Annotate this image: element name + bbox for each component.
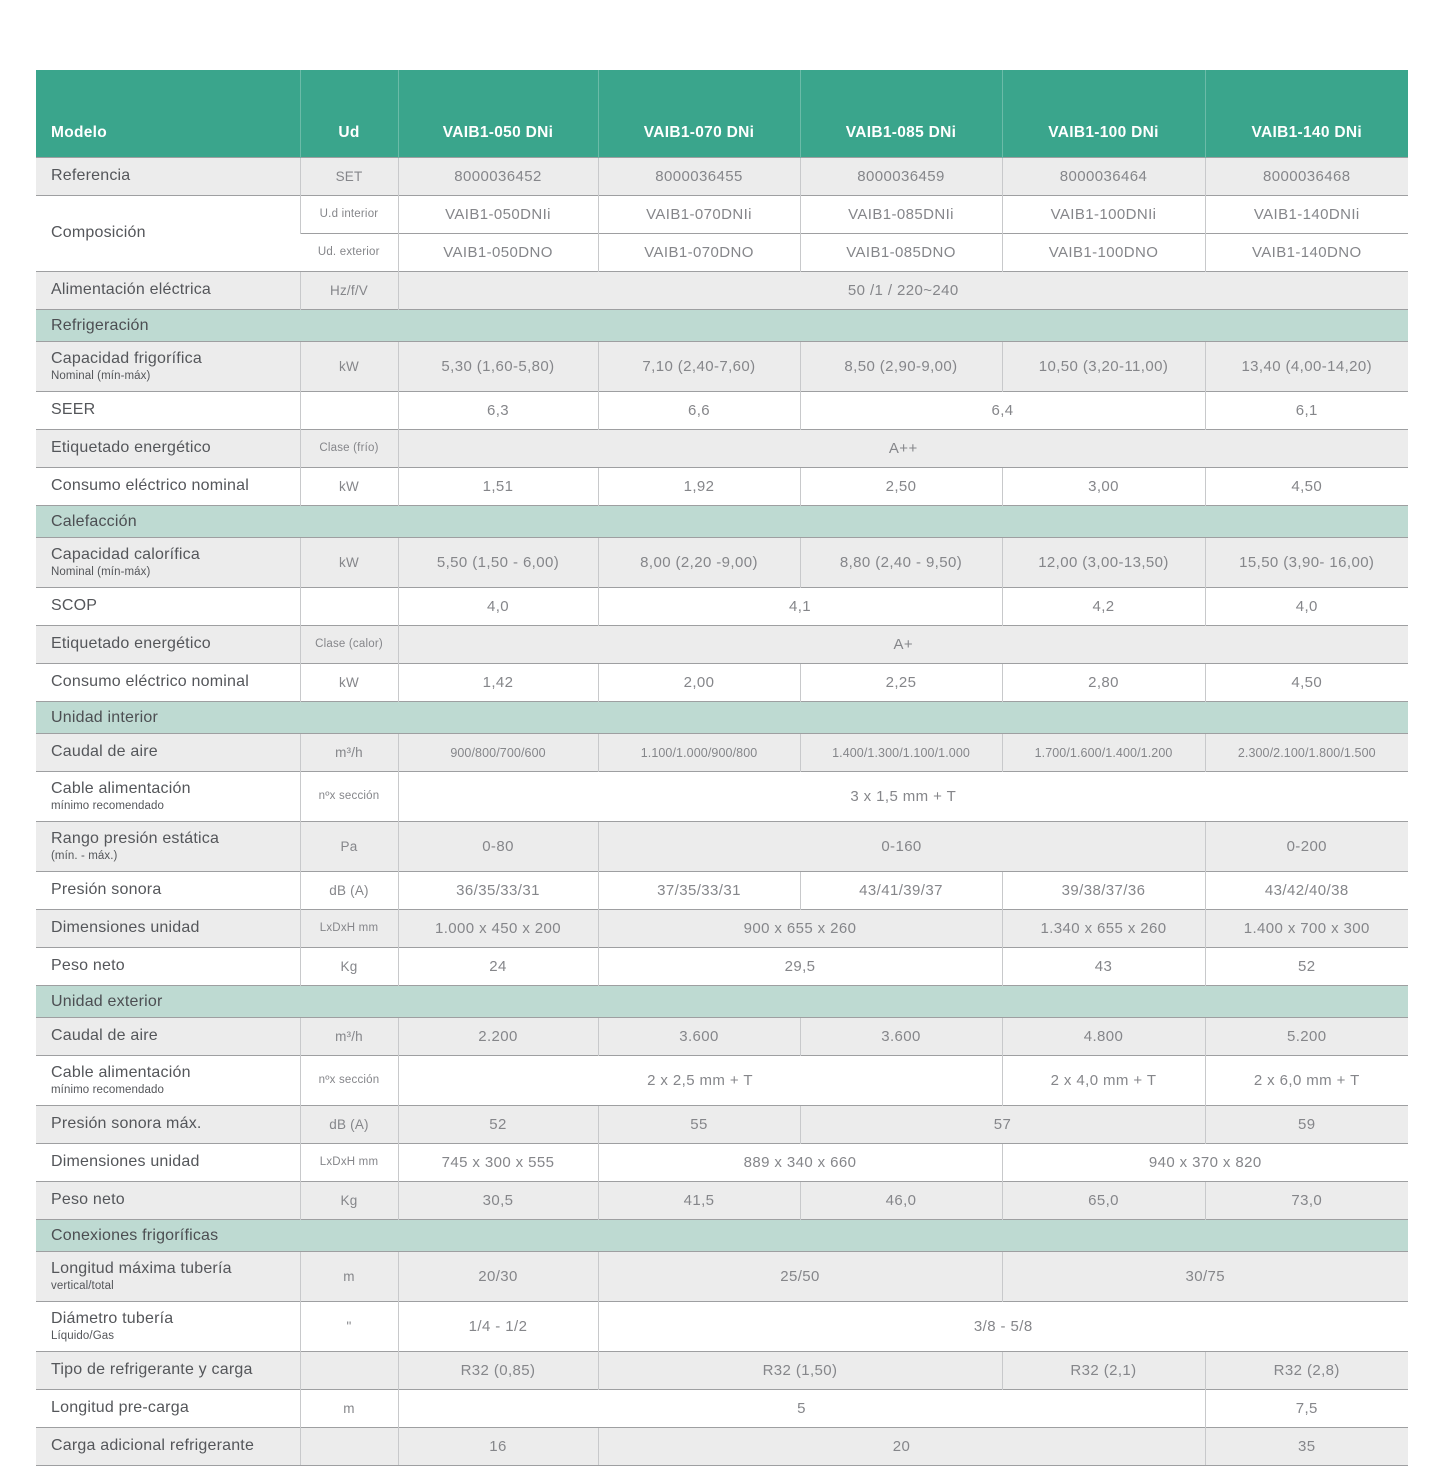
- cell: 43: [1002, 948, 1205, 986]
- cell: R32 (0,85): [398, 1352, 598, 1390]
- cell: 52: [398, 1106, 598, 1144]
- table-row: [36, 1428, 1408, 1466]
- table-row: [36, 588, 1408, 626]
- cell: 30/75: [1002, 1252, 1408, 1302]
- cell: A++: [398, 430, 1408, 468]
- row-label: [36, 392, 300, 430]
- row-label: [36, 1018, 300, 1056]
- table-row: [36, 1106, 1408, 1144]
- cell: 39/38/37/36: [1002, 872, 1205, 910]
- cell: 4,1: [598, 588, 1002, 626]
- cell: 43/41/39/37: [800, 872, 1002, 910]
- row-label-text: Consumo eléctrico nominal: [51, 673, 249, 691]
- row-label-text: Cable alimentación: [51, 780, 191, 798]
- section-row: [36, 310, 1408, 342]
- table-row: [36, 626, 1408, 664]
- row-label-text: Capacidad frigorífica: [51, 350, 202, 368]
- cell: 6,4: [800, 392, 1205, 430]
- row-unit: Ud. exterior: [300, 234, 398, 272]
- row-label: [36, 1352, 300, 1390]
- row-label: [36, 1144, 300, 1182]
- cell: 2,00: [598, 664, 800, 702]
- cell: VAIB1-050DNO: [398, 234, 598, 272]
- row-label-text: Longitud pre-carga: [51, 1399, 189, 1417]
- cell: 1.400/1.300/1.100/1.000: [800, 734, 1002, 772]
- row-label-text: Longitud máxima tubería: [51, 1260, 232, 1278]
- row-label-text: Dimensiones unidad: [51, 919, 200, 937]
- cell: 900/800/700/600: [398, 734, 598, 772]
- row-label: [36, 468, 300, 506]
- cell: 8,00 (2,20 -9,00): [598, 538, 800, 588]
- cell: 24: [398, 948, 598, 986]
- section-row: [36, 1220, 1408, 1252]
- row-unit: [300, 588, 398, 626]
- row-label: [36, 1302, 300, 1352]
- row-sublabel: mínimo recomendado: [51, 799, 165, 812]
- spec-sheet: [36, 70, 1408, 1466]
- cell: 8,80 (2,40 - 9,50): [800, 538, 1002, 588]
- row-label: [36, 948, 300, 986]
- cell: 4,50: [1205, 664, 1408, 702]
- table-row: [36, 430, 1408, 468]
- cell: 1.700/1.600/1.400/1.200: [1002, 734, 1205, 772]
- row-unit: m: [300, 1390, 398, 1428]
- cell: 3,00: [1002, 468, 1205, 506]
- table-row: [36, 1144, 1408, 1182]
- cell: 5.200: [1205, 1018, 1408, 1056]
- row-label: [36, 1252, 300, 1302]
- cell: 16: [398, 1428, 598, 1466]
- cell: 940 x 370 x 820: [1002, 1144, 1408, 1182]
- row-unit: ": [300, 1302, 398, 1352]
- table-row: [36, 1056, 1408, 1106]
- cell: 1.000 x 450 x 200: [398, 910, 598, 948]
- row-unit: U.d interior: [300, 196, 398, 234]
- cell: 1,42: [398, 664, 598, 702]
- row-label-text: Cable alimentación: [51, 1064, 191, 1082]
- cell: 20/30: [398, 1252, 598, 1302]
- cell: 46,0: [800, 1182, 1002, 1220]
- row-unit: m³/h: [300, 1018, 398, 1056]
- row-sublabel: Nominal (mín-máx): [51, 369, 151, 382]
- cell: 1/4 - 1/2: [398, 1302, 598, 1352]
- row-label: [36, 822, 300, 872]
- table-row: [36, 1302, 1408, 1352]
- row-label-text: Composición: [51, 224, 146, 242]
- row-label-text: Consumo eléctrico nominal: [51, 477, 249, 495]
- row-label: [36, 196, 300, 272]
- cell: 4.800: [1002, 1018, 1205, 1056]
- row-unit: kW: [300, 664, 398, 702]
- row-unit: Clase (calor): [300, 626, 398, 664]
- row-sublabel: Líquido/Gas: [51, 1329, 115, 1342]
- cell: 6,3: [398, 392, 598, 430]
- cell: 745 x 300 x 555: [398, 1144, 598, 1182]
- cell: 0-80: [398, 822, 598, 872]
- row-label: [36, 1428, 300, 1466]
- column-header: VAIB1-140 DNi: [1205, 70, 1408, 158]
- table-row: [36, 872, 1408, 910]
- row-label: [36, 1056, 300, 1106]
- cell: 8000036459: [800, 158, 1002, 196]
- row-label-text: Caudal de aire: [51, 743, 158, 761]
- cell: 25/50: [598, 1252, 1002, 1302]
- cell: 2,80: [1002, 664, 1205, 702]
- cell: 4,0: [1205, 588, 1408, 626]
- cell: 15,50 (3,90- 16,00): [1205, 538, 1408, 588]
- row-unit: Hz/f/V: [300, 272, 398, 310]
- table-row: [36, 1018, 1408, 1056]
- table-row: [36, 468, 1408, 506]
- table-row: [36, 1182, 1408, 1220]
- table-row: [36, 948, 1408, 986]
- cell: 4,50: [1205, 468, 1408, 506]
- table-row: [36, 538, 1408, 588]
- cell: 5,30 (1,60-5,80): [398, 342, 598, 392]
- row-label-text: Alimentación eléctrica: [51, 281, 212, 299]
- table-row: [36, 1390, 1408, 1428]
- cell: 0-160: [598, 822, 1205, 872]
- cell: 2,25: [800, 664, 1002, 702]
- cell: 3 x 1,5 mm + T: [398, 772, 1408, 822]
- row-label: [36, 538, 300, 588]
- row-label-text: Caudal de aire: [51, 1027, 158, 1045]
- row-unit: [300, 1428, 398, 1466]
- table-row: [36, 158, 1408, 196]
- row-label-text: Peso neto: [51, 957, 125, 975]
- row-unit: nºx sección: [300, 772, 398, 822]
- table-body: [36, 158, 1408, 1466]
- cell: 59: [1205, 1106, 1408, 1144]
- section-title: Conexiones frigoríficas: [36, 1220, 1408, 1252]
- cell: 2 x 6,0 mm + T: [1205, 1056, 1408, 1106]
- row-label-text: Peso neto: [51, 1191, 125, 1209]
- row-label: [36, 1106, 300, 1144]
- cell: 8000036464: [1002, 158, 1205, 196]
- row-unit: nºx sección: [300, 1056, 398, 1106]
- row-label: [36, 772, 300, 822]
- cell: 1.340 x 655 x 260: [1002, 910, 1205, 948]
- column-header: VAIB1-070 DNi: [598, 70, 800, 158]
- cell: 2 x 4,0 mm + T: [1002, 1056, 1205, 1106]
- table-row: [36, 822, 1408, 872]
- cell: VAIB1-050DNIi: [398, 196, 598, 234]
- row-unit: LxDxH mm: [300, 910, 398, 948]
- section-row: [36, 506, 1408, 538]
- cell: 889 x 340 x 660: [598, 1144, 1002, 1182]
- table-row: [36, 910, 1408, 948]
- table-row: [36, 1252, 1408, 1302]
- cell: 43/42/40/38: [1205, 872, 1408, 910]
- column-header: VAIB1-085 DNi: [800, 70, 1002, 158]
- table-row: [36, 196, 1408, 234]
- section-title: Calefacción: [36, 506, 1408, 538]
- row-label-text: Presión sonora máx.: [51, 1115, 202, 1133]
- cell: 1.100/1.000/900/800: [598, 734, 800, 772]
- table-row: [36, 342, 1408, 392]
- cell: 12,00 (3,00-13,50): [1002, 538, 1205, 588]
- cell: R32 (2,1): [1002, 1352, 1205, 1390]
- cell: 37/35/33/31: [598, 872, 800, 910]
- column-header: VAIB1-100 DNi: [1002, 70, 1205, 158]
- row-label: [36, 342, 300, 392]
- cell: 8000036455: [598, 158, 800, 196]
- row-label-text: Rango presión estática: [51, 830, 220, 848]
- cell: 65,0: [1002, 1182, 1205, 1220]
- row-label-text: Presión sonora: [51, 881, 162, 899]
- cell: 20: [598, 1428, 1205, 1466]
- table-header: [36, 70, 1408, 158]
- cell: VAIB1-100DNO: [1002, 234, 1205, 272]
- row-label: [36, 626, 300, 664]
- row-unit: dB (A): [300, 1106, 398, 1144]
- row-label: [36, 872, 300, 910]
- row-sublabel: Nominal (mín-máx): [51, 565, 151, 578]
- column-header: Ud: [300, 70, 398, 158]
- row-label-text: Capacidad calorífica: [51, 546, 200, 564]
- cell: VAIB1-140DNIi: [1205, 196, 1408, 234]
- cell: 900 x 655 x 260: [598, 910, 1002, 948]
- table-row: [36, 392, 1408, 430]
- row-label: [36, 1182, 300, 1220]
- table-row: [36, 664, 1408, 702]
- cell: VAIB1-140DNO: [1205, 234, 1408, 272]
- row-unit: m: [300, 1252, 398, 1302]
- row-unit: Pa: [300, 822, 398, 872]
- section-row: [36, 986, 1408, 1018]
- cell: VAIB1-070DNIi: [598, 196, 800, 234]
- row-unit: m³/h: [300, 734, 398, 772]
- cell: 30,5: [398, 1182, 598, 1220]
- section-title: Unidad interior: [36, 702, 1408, 734]
- cell: 3/8 - 5/8: [598, 1302, 1408, 1352]
- cell: 4,0: [398, 588, 598, 626]
- row-unit: [300, 392, 398, 430]
- row-unit: Kg: [300, 1182, 398, 1220]
- cell: 57: [800, 1106, 1205, 1144]
- cell: 5,50 (1,50 - 6,00): [398, 538, 598, 588]
- cell: 55: [598, 1106, 800, 1144]
- row-label: [36, 588, 300, 626]
- cell: 10,50 (3,20-11,00): [1002, 342, 1205, 392]
- row-unit: LxDxH mm: [300, 1144, 398, 1182]
- cell: 3.600: [598, 1018, 800, 1056]
- cell: 13,40 (4,00-14,20): [1205, 342, 1408, 392]
- row-label: [36, 272, 300, 310]
- row-unit: kW: [300, 538, 398, 588]
- section-title: Refrigeración: [36, 310, 1408, 342]
- row-unit: kW: [300, 468, 398, 506]
- cell: R32 (1,50): [598, 1352, 1002, 1390]
- cell: 5: [398, 1390, 1205, 1428]
- cell: 35: [1205, 1428, 1408, 1466]
- cell: 2 x 2,5 mm + T: [398, 1056, 1002, 1106]
- row-unit: Clase (frío): [300, 430, 398, 468]
- row-label-text: SCOP: [51, 597, 98, 615]
- spec-table: [36, 70, 1408, 1466]
- row-label-text: Dimensiones unidad: [51, 1153, 200, 1171]
- cell: 4,2: [1002, 588, 1205, 626]
- header-row: [36, 70, 1408, 158]
- cell: 6,1: [1205, 392, 1408, 430]
- cell: 1,51: [398, 468, 598, 506]
- row-label-text: Tipo de refrigerante y carga: [51, 1361, 253, 1379]
- cell: R32 (2,8): [1205, 1352, 1408, 1390]
- column-header-modelo: Modelo: [36, 70, 300, 158]
- cell: VAIB1-070DNO: [598, 234, 800, 272]
- cell: 8000036452: [398, 158, 598, 196]
- cell: 36/35/33/31: [398, 872, 598, 910]
- cell: VAIB1-085DNIi: [800, 196, 1002, 234]
- cell: A+: [398, 626, 1408, 664]
- cell: VAIB1-085DNO: [800, 234, 1002, 272]
- table-row: [36, 772, 1408, 822]
- cell: 1,92: [598, 468, 800, 506]
- cell: 7,10 (2,40-7,60): [598, 342, 800, 392]
- column-header: VAIB1-050 DNi: [398, 70, 598, 158]
- row-unit: SET: [300, 158, 398, 196]
- row-unit: [300, 1352, 398, 1390]
- cell: 2.300/2.100/1.800/1.500: [1205, 734, 1408, 772]
- row-sublabel: vertical/total: [51, 1279, 114, 1292]
- row-label: [36, 430, 300, 468]
- row-label-text: Etiquetado energético: [51, 635, 211, 653]
- row-label: [36, 910, 300, 948]
- cell: 0-200: [1205, 822, 1408, 872]
- cell: 6,6: [598, 392, 800, 430]
- row-label-text: Referencia: [51, 167, 131, 185]
- row-label: [36, 664, 300, 702]
- cell: 41,5: [598, 1182, 800, 1220]
- row-label: [36, 158, 300, 196]
- table-row: [36, 272, 1408, 310]
- section-title: Unidad exterior: [36, 986, 1408, 1018]
- cell: VAIB1-100DNIi: [1002, 196, 1205, 234]
- cell: 8000036468: [1205, 158, 1408, 196]
- cell: 73,0: [1205, 1182, 1408, 1220]
- table-row: [36, 1352, 1408, 1390]
- cell: 2,50: [800, 468, 1002, 506]
- row-label-text: Etiquetado energético: [51, 439, 211, 457]
- row-label-text: Carga adicional refrigerante: [51, 1437, 255, 1455]
- cell: 2.200: [398, 1018, 598, 1056]
- cell: 29,5: [598, 948, 1002, 986]
- cell: 7,5: [1205, 1390, 1408, 1428]
- cell: 8,50 (2,90-9,00): [800, 342, 1002, 392]
- cell: 1.400 x 700 x 300: [1205, 910, 1408, 948]
- table-row: [36, 734, 1408, 772]
- row-sublabel: mínimo recomendado: [51, 1083, 165, 1096]
- row-label: [36, 1390, 300, 1428]
- row-label-text: Diámetro tubería: [51, 1310, 174, 1328]
- row-unit: dB (A): [300, 872, 398, 910]
- cell: 50 /1 / 220~240: [398, 272, 1408, 310]
- cell: 3.600: [800, 1018, 1002, 1056]
- row-unit: kW: [300, 342, 398, 392]
- row-unit: Kg: [300, 948, 398, 986]
- row-label-text: SEER: [51, 401, 96, 419]
- row-sublabel: (mín. - máx.): [51, 849, 118, 862]
- cell: 52: [1205, 948, 1408, 986]
- row-label: [36, 734, 300, 772]
- section-row: [36, 702, 1408, 734]
